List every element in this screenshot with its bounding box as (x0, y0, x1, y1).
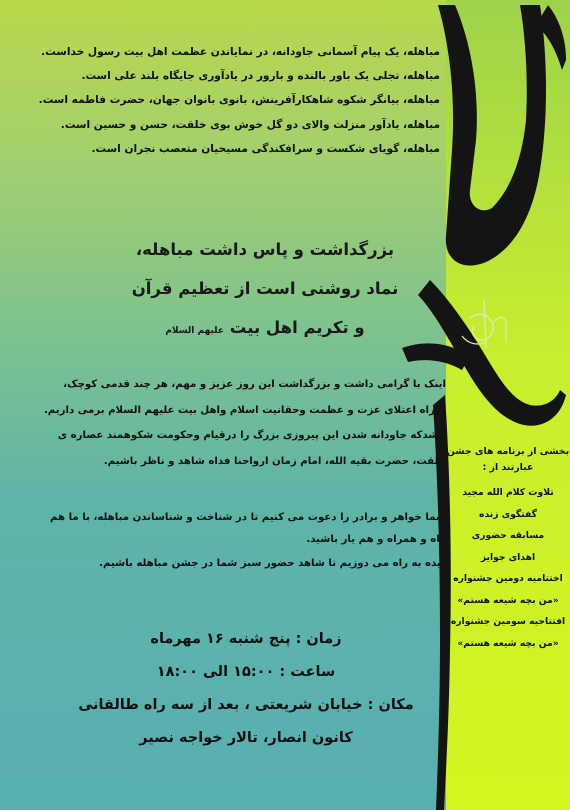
body-line: خلقت، حضرت بقیه الله، امام زمان ارواحنا فداه شاهد و ناظر باشیم. (103, 455, 446, 467)
headline-line-3-text: و تکریم اهل بیت (229, 318, 365, 337)
program-item: «من بچه شیعه هستم» (457, 594, 559, 606)
headline-line-3 (90, 308, 440, 351)
headline-honorific: علیهم السلام (165, 326, 225, 336)
intro-line: مباهله، تجلی یک باور بالنده و بارور در یادآوری جایگاه بلند علی است. (81, 70, 440, 83)
program-title (446, 444, 570, 476)
event-details (46, 623, 446, 755)
program-list (446, 444, 570, 654)
program-title-line-1: بخشی از برنامه های جشن (446, 446, 570, 457)
intro-line: مباهله، یادآور منزلت والای دو گل خوش بوی خلقت، حسن و حسین است. (60, 118, 440, 131)
headline-line-2: نماد روشنی است از تعظیم قرآن (131, 279, 399, 298)
program-item: تلاوت کلام الله مجید (462, 487, 554, 498)
body-line: اینک با گرامی داشت و بزرگداشت این روز عزیز و مهم، هر چند قدمی کوچک، (63, 379, 446, 390)
body-paragraph-1 (26, 372, 446, 474)
event-date: زمان : پنج شنبه ۱۶ مهرماه (150, 631, 342, 647)
body-paragraph-2 (26, 507, 446, 575)
intro-line: مباهله، بیانگر شکوه شاهکارآفرینش، بانوی بانوان جهان، حضرت فاطمه است. (38, 94, 440, 107)
intro-line: مباهله، یک پیام آسمانی جاودانه، در نمایاندن عظمت اهل بیت رسول خداست. (41, 46, 440, 58)
program-item: «من بچه شیعه هستم» (457, 637, 559, 649)
program-item: اختتامیه دومین جشنواره (453, 573, 563, 584)
body-line: گاه و همراه و هم یار باشید. (306, 534, 446, 545)
program-item: اهدای جوایز (480, 551, 536, 563)
headline (90, 230, 440, 351)
body-line: شما خواهر و برادر را دعوت می کنیم تا در شناخت و شناساندن مباهله، با ما هم (50, 512, 446, 523)
program-item: گفتگوی زنده (479, 508, 537, 520)
event-time: ساعت : ۱۵:۰۰ الی ۱۸:۰۰ (156, 664, 336, 680)
body-line: دیده به راه می دوزیم تا شاهد حضور سبز شما در جشن مباهله باشیم. (99, 558, 446, 569)
intro-line: مباهله، گویای شکست و سرافکندگی مسیحیان متعصب نجران است. (91, 142, 440, 155)
event-hall: کانون انصار، تالار خواجه نصیر (139, 730, 353, 746)
intro-paragraph (30, 40, 440, 161)
program-item: مسابقه حضوری (471, 530, 545, 541)
body-line: باشدکه جاودانه شدن این پیروزی بزرگ را درقیام وحکومت شکوهمند عصاره ی (57, 430, 446, 441)
program-item: افتتاحیه سومین جشنواره (450, 616, 566, 627)
event-place: مکان : خیابان شریعتی ، بعد از سه راه طالقانی (78, 697, 414, 713)
body-line: درراه اعتلای عزت و عظمت وحقانیت اسلام واهل بیت علیهم السلام برمی داریم. (43, 404, 446, 416)
headline-line-1: بزرگداشت و پاس داشت مباهله، (135, 240, 395, 259)
program-title-line-2: عبارتند از : (482, 462, 534, 473)
